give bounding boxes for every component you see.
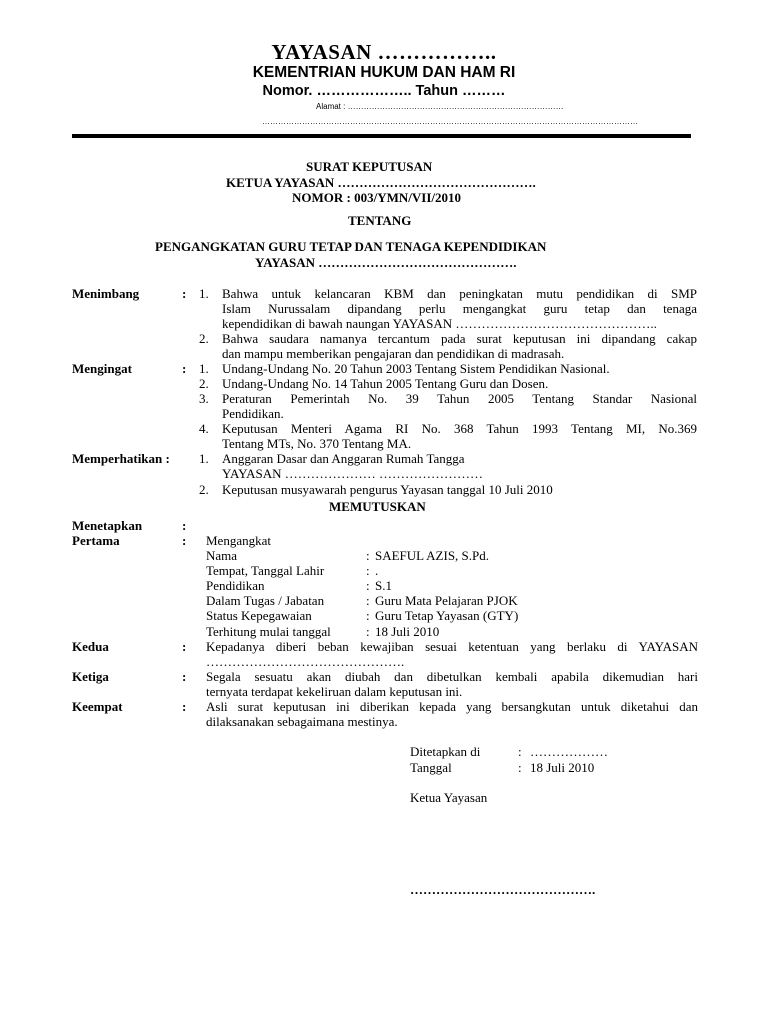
menetapkan-colon: : [182,518,187,533]
signature-line: ……………………………………. [410,882,596,897]
section-label: Ketiga [72,669,109,684]
menetapkan-label: Menetapkan [72,518,143,533]
field-key: Terhitung mulai tanggal [206,624,331,639]
doc-subject-line2: YAYASAN ………………………………………. [255,255,517,270]
section-colon: : [182,669,187,684]
item-number: 1. [199,451,209,466]
item-number: 4. [199,421,209,436]
item-number: 2. [199,331,209,346]
section-line: dilaksanakan sebagaimana mestinya. [206,714,398,729]
doc-tentang: TENTANG [348,213,412,228]
section-line: Asli surat keputusan ini diberikan kepada yang bersangkutan untuk diketahui dan [206,699,698,714]
item-line: Pendidikan. [222,406,284,421]
field-colon: : [366,624,370,639]
section-line: Kepadanya diberi beban kewajiban sesuai ketentuan yang berlaku di YAYASAN [206,639,698,654]
pertama-intro: Mengangkat [206,533,271,548]
memutuskan-heading: MEMUTUSKAN [329,499,426,514]
item-line: Anggaran Dasar dan Anggaran Rumah Tangga [222,451,465,466]
ditetapkan-colon: : [518,744,522,759]
field-colon: : [366,563,370,578]
section-label: Mengingat [72,361,132,376]
field-value: S.1 [375,578,392,593]
ditetapkan-label: Ditetapkan di [410,744,481,759]
item-line: YAYASAN ………………… …………………… [222,466,483,481]
section-label: Keempat [72,699,123,714]
field-value: Guru Tetap Yayasan (GTY) [375,608,519,623]
field-key: Status Kepegawaian [206,608,312,623]
field-value: SAEFUL AZIS, S.Pd. [375,548,490,563]
section-label: Kedua [72,639,109,654]
item-number: 2. [199,482,209,497]
ketua-yayasan-label: Ketua Yayasan [410,790,488,805]
item-line: Undang-Undang No. 20 Tahun 2003 Tentang Sistem Pendidikan Nasional. [222,361,610,376]
letterhead-dotted-line: …………………………………………………………………………………………………………………………… [262,117,638,126]
item-number: 2. [199,376,209,391]
field-key: Pendidikan [206,578,265,593]
field-key: Tempat, Tanggal Lahir [206,563,325,578]
section-colon: : [182,361,187,376]
field-value: Guru Mata Pelajaran PJOK [375,593,518,608]
section-label: Menimbang [72,286,140,301]
section-label: Memperhatikan : [72,451,170,466]
item-line: kependidikan di bawah naungan YAYASAN ……………………………………….. [222,316,657,331]
section-line: ………………………………………. [206,654,405,669]
section-line: ternyata terdapat kekeliruan dalam keputusan ini. [206,684,463,699]
field-colon: : [366,578,370,593]
ditetapkan-value: ……………… [530,744,608,759]
item-line: Bahwa untuk kelancaran KBM dan peningkatan mutu pendidikan di SMP [222,286,697,301]
section-colon: : [182,699,187,714]
tanggal-value: 18 Juli 2010 [530,760,595,775]
field-key: Dalam Tugas / Jabatan [206,593,325,608]
field-value: . [375,563,379,578]
tanggal-colon: : [518,760,522,775]
section-label: Pertama [72,533,120,548]
item-line: Keputusan Menteri Agama RI No. 368 Tahun 1993 Tentang MI, No.369 [222,421,697,436]
letterhead-alamat: Alamat : ……………………………………………………………………… [316,102,564,111]
field-key: Nama [206,548,238,563]
letterhead-yayasan: YAYASAN …………….. [271,40,497,64]
section-colon: : [182,639,187,654]
doc-number: NOMOR : 003/YMN/VII/2010 [292,190,461,205]
section-line: Segala sesuatu akan diubah dan dibetulkan kembali apabila dikemudian hari [206,669,698,684]
field-colon: : [366,593,370,608]
item-number: 3. [199,391,209,406]
item-line: Tentang MTs, No. 370 Tentang MA. [222,436,412,451]
tanggal-label: Tanggal [410,760,452,775]
item-line: Peraturan Pemerintah No. 39 Tahun 2005 Tentang Standar Nasional [222,391,697,406]
section-colon: : [182,286,187,301]
field-colon: : [366,608,370,623]
item-line: Undang-Undang No. 14 Tahun 2005 Tentang Guru dan Dosen. [222,376,549,391]
item-number: 1. [199,286,209,301]
item-line: Bahwa saudara namanya tercantum pada surat keputusan ini dipandang cakap [222,331,697,346]
letterhead-nomor: Nomor. ……………….. Tahun ……… [262,83,506,99]
letterhead-divider [72,134,691,138]
doc-title: SURAT KEPUTUSAN [306,159,433,174]
doc-title-ketua: KETUA YAYASAN ………………………………………. [226,175,536,190]
doc-subject-line1: PENGANGKATAN GURU TETAP DAN TENAGA KEPENDIDIKAN [155,239,547,254]
item-line: Keputusan musyawarah pengurus Yayasan tanggal 10 Juli 2010 [222,482,553,497]
section-colon: : [182,533,187,548]
item-line: Islam Nurussalam dipandang perlu mengangkat guru tetap dan tenaga [222,301,697,316]
field-value: 18 Juli 2010 [375,624,440,639]
field-colon: : [366,548,370,563]
item-line: dan mampu memberikan pengajaran dan pendidikan di madrasah. [222,346,565,361]
letterhead-kementrian: KEMENTRIAN HUKUM DAN HAM RI [252,64,516,81]
item-number: 1. [199,361,209,376]
